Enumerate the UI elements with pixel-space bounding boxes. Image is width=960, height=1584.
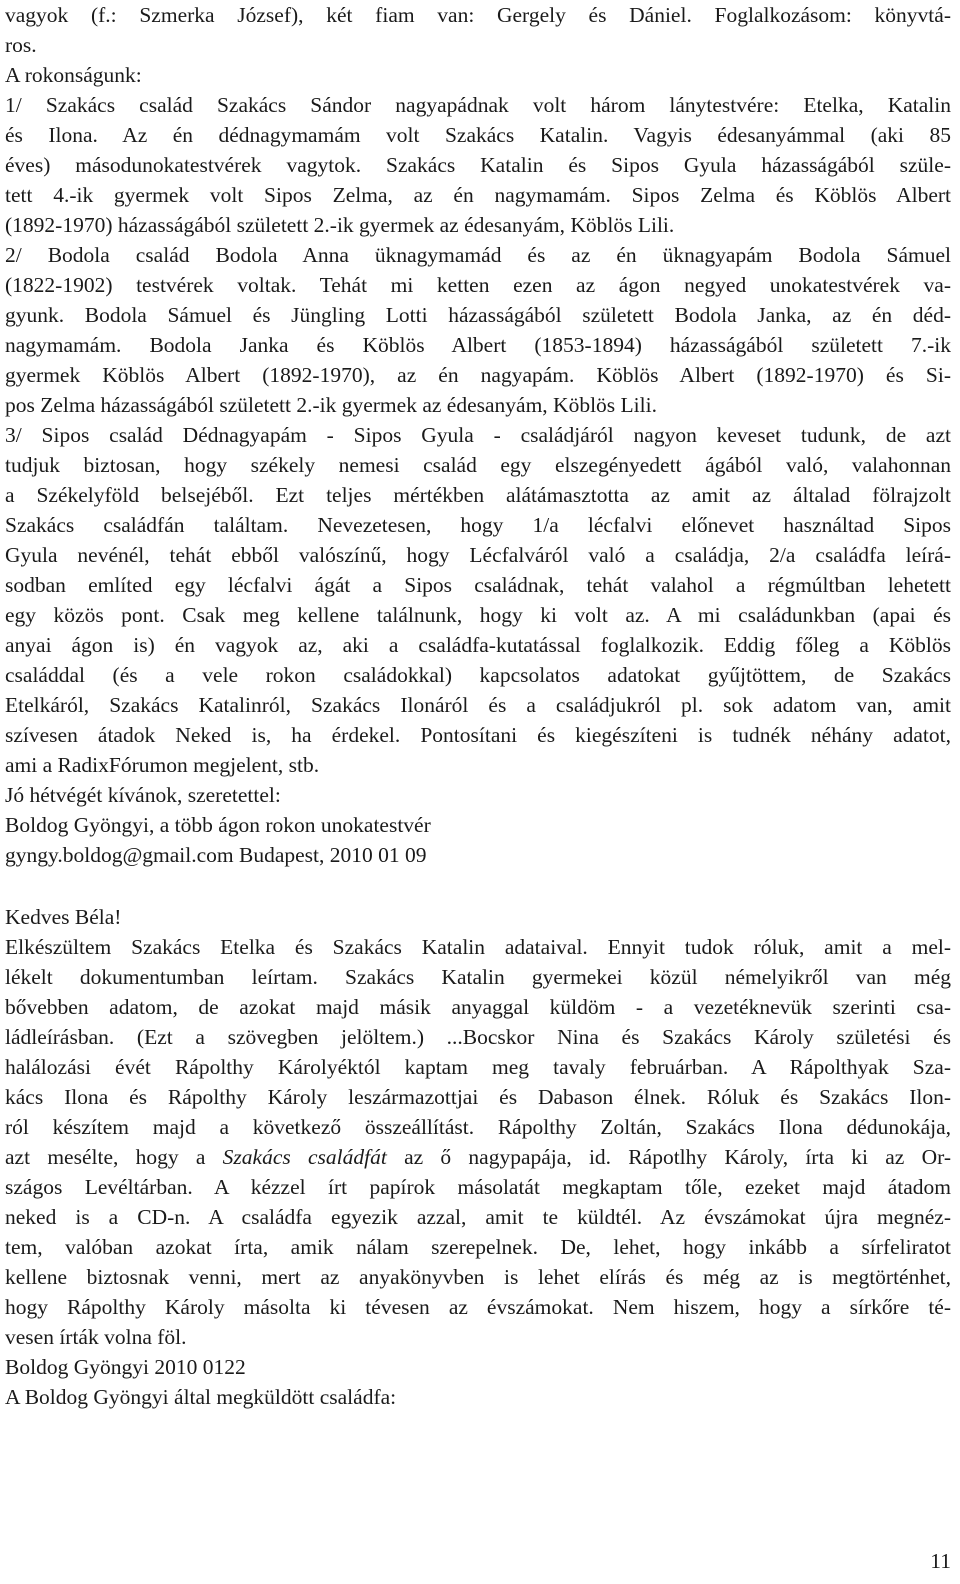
- text-line: egy közös pont. Csak meg kellene találnunk, hogy ki volt az. A mi családunkban (apai és: [5, 603, 951, 627]
- text-line: anyai ágon is) én vagyok az, aki a családfa-kutatással foglalkozik. Eddig főleg a Köblös: [5, 633, 951, 657]
- text-line: a Székelyföld belsejéből. Ezt teljes mértékben alátámasztotta az amit az általad fölrajzolt: [5, 483, 951, 507]
- text-line: nagymamám. Bodola Janka és Köblös Albert (1853-1894) házasságából született 7.-ik: [5, 333, 951, 357]
- text-line: 2/ Bodola család Bodola Anna üknagymamád és az én üknagyapám Bodola Sámuel: [5, 243, 951, 267]
- text-line: kellene biztosnak venni, mert az anyakönyvben is lehet elírás és még az is megtörténhet,: [5, 1265, 951, 1289]
- text-line: hogy Rápolthy Károly másolta ki tévesen az évszámokat. Nem hiszem, hogy a sírkőre té-: [5, 1295, 951, 1319]
- text-line: 1/ Szakács család Szakács Sándor nagyapádnak volt három lánytestvére: Etelka, Katalin: [5, 93, 951, 117]
- text-line: vagyok (f.: Szmerka József), két fiam van: Gergely és Dániel. Foglalkozásom: könyvtá-: [5, 3, 951, 27]
- text-line: (1892-1970) házasságából született 2.-ik gyermek az édesanyám, Köblös Lili.: [5, 213, 675, 237]
- text-line: Gyula nevénél, tehát ebből valószínű, hogy Lécfalváról való a családja, 2/a családfa leírá-: [5, 543, 951, 567]
- text-line: tett 4.-ik gyermek volt Sipos Zelma, az én nagymamám. Sipos Zelma és Köblös Albert: [5, 183, 951, 207]
- text-line: éves) másodunokatestvérek vagytok. Szakács Katalin és Sipos Gyula házasságából szüle-: [5, 153, 951, 177]
- signature-line: Boldog Gyöngyi, a több ágon rokon unokatestvér: [5, 813, 431, 837]
- text-line: ládleírásban. (Ezt a szövegben jelöltem.) ...Bocskor Nina és Szakács Károly születési és: [5, 1025, 951, 1049]
- text-line: tudjuk biztosan, hogy székely nemesi család egy elszegényedett ágából való, valahonnan: [5, 453, 951, 477]
- text-line: szágos Levéltárban. A kézzel írt papírok másolatát megkaptam tőle, ezeket majd átadom: [5, 1175, 951, 1199]
- text-line: kács Ilona és Rápolthy Károly leszármazottjai és Dabason élnek. Róluk és Szakács Ilon-: [5, 1085, 951, 1109]
- text-line: szívesen átadok Neked is, ha érdekel. Pontosítani és kiegészíteni is tudnék néhány adatot,: [5, 723, 951, 747]
- text-line: 3/ Sipos család Dédnagyapám - Sipos Gyula - családjáról nagyon keveset tudunk, de azt: [5, 423, 951, 447]
- text-line-with-italic: [5, 1142, 951, 1172]
- text-line: (1822-1902) testvérek voltak. Tehát mi ketten ezen az ágon negyed unokatestvérek va-: [5, 273, 951, 297]
- line-segment: az ő nagypapája, id. Rápotlhy Károly, írta ki az Or-: [386, 1145, 951, 1169]
- text-line: Jó hétvégét kívánok, szeretettel:: [5, 783, 281, 807]
- text-line: ros.: [5, 33, 37, 57]
- salutation: Kedves Béla!: [5, 905, 122, 929]
- text-line: tem, valóban azokat írta, amik nálam szerepelnek. De, lehet, hogy inkább a sírfeliratot: [5, 1235, 951, 1259]
- text-line: vesen írták volna föl.: [5, 1325, 187, 1349]
- email-date-line: gyngy.boldog@gmail.com Budapest, 2010 01 09: [5, 843, 427, 867]
- text-line: sodban említed egy lécfalvi ágát a Sipos családnak, tehát valahol a régmúltban lehetett: [5, 573, 951, 597]
- italic-phrase: Szakács családfát: [222, 1145, 387, 1169]
- text-line: ami a RadixFórumon megjelent, stb.: [5, 753, 320, 777]
- caption-line: A Boldog Gyöngyi által megküldött családfa:: [5, 1385, 397, 1409]
- page-number: 11: [930, 1549, 951, 1573]
- text-line: ról készítem majd a következő összeállítást. Rápolthy Zoltán, Szakács Ilona dédunokája,: [5, 1115, 951, 1139]
- text-line: halálozási évét Rápolthy Károlyéktól kaptam meg tavaly februárban. A Rápolthyak Sza-: [5, 1055, 951, 1079]
- text-line: pos Zelma házasságából született 2.-ik gyermek az édesanyám, Köblös Lili.: [5, 393, 657, 417]
- text-line: és Ilona. Az én dédnagymamám volt Szakács Katalin. Vagyis édesanyámmal (aki 85: [5, 123, 951, 147]
- signature-date-line: Boldog Gyöngyi 2010 0122: [5, 1355, 246, 1379]
- text-line: gyermek Köblös Albert (1892-1970), az én nagyapám. Köblös Albert (1892-1970) és Si-: [5, 363, 951, 387]
- text-line: lékelt dokumentumban leírtam. Szakács Katalin gyermekei közül némelyikről van még: [5, 965, 951, 989]
- text-line: Szakács családfán találtam. Nevezetesen, hogy 1/a lécfalvi előnevet használtad Sipos: [5, 513, 951, 537]
- text-line: A rokonságunk:: [5, 63, 142, 87]
- text-line: Etelkáról, Szakács Katalinról, Szakács Ilonáról és a családjukról pl. sok adatom van, amit: [5, 693, 951, 717]
- text-line: gyunk. Bodola Sámuel és Jüngling Lotti házasságából született Bodola Janka, az én déd-: [5, 303, 951, 327]
- text-line: bővebben adatom, de azokat majd másik anyaggal küldöm - a vezetéknevük szerinti csa-: [5, 995, 951, 1019]
- text-line: családdal (és a vele rokon családokkal) kapcsolatos adatokat gyűjtöttem, de Szakács: [5, 663, 951, 687]
- text-line: neked is a CD-n. A családfa egyezik azzal, amit te küldtél. Az évszámokat újra megnéz-: [5, 1205, 951, 1229]
- line-segment: azt mesélte, hogy a: [5, 1145, 223, 1169]
- text-line: Elkészültem Szakács Etelka és Szakács Katalin adataival. Ennyit tudok róluk, amit a mel-: [5, 935, 951, 959]
